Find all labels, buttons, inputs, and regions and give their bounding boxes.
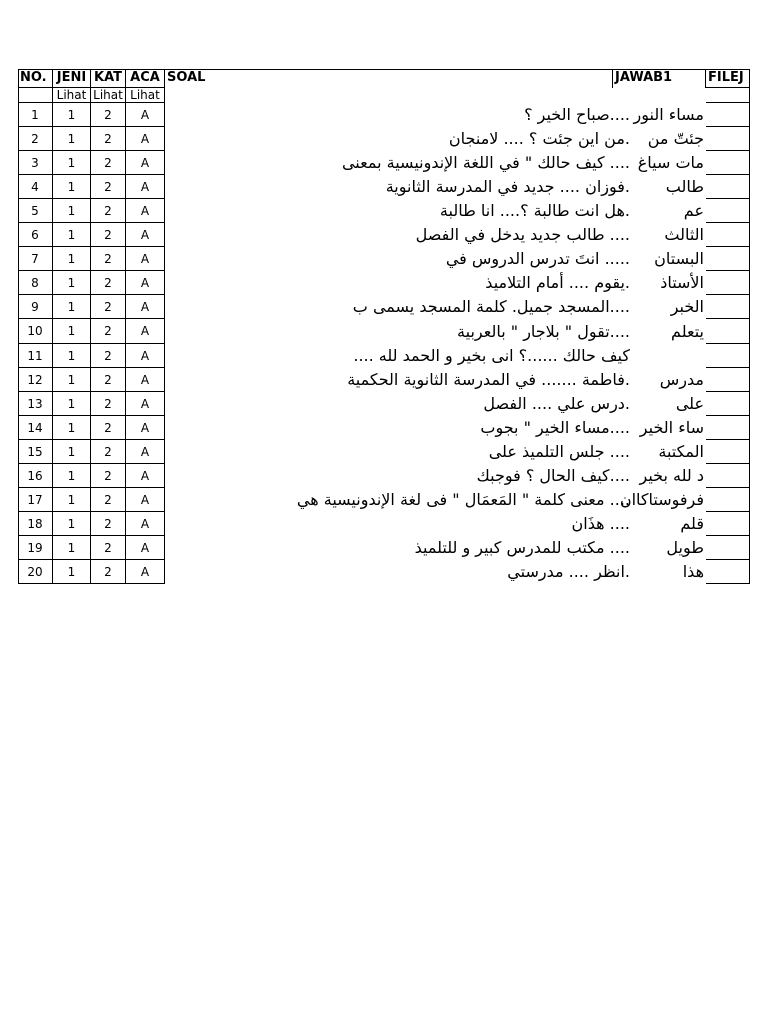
row-filej[interactable]: [706, 223, 750, 247]
answer-cell[interactable]: [613, 368, 706, 392]
answer-cell[interactable]: [613, 536, 706, 560]
row-aca[interactable]: A: [126, 488, 165, 512]
question-text[interactable]: .هل انت طالبة ؟.... انا طالبة: [439, 201, 630, 220]
row-no[interactable]: 5: [18, 199, 53, 223]
row-aca[interactable]: A: [126, 416, 165, 440]
row-kat[interactable]: 2: [91, 295, 126, 319]
row-filej[interactable]: [706, 175, 750, 199]
row-filej[interactable]: [706, 440, 750, 464]
row-filej[interactable]: [706, 488, 750, 512]
question-text[interactable]: .... كيف حالك " في اللغة الإندونيسية بمعنى: [341, 153, 630, 172]
row-filej[interactable]: [706, 127, 750, 151]
row-kat[interactable]: 2: [91, 103, 126, 127]
row-no[interactable]: 8: [18, 271, 53, 295]
answer-cell[interactable]: [613, 416, 706, 440]
row-jeni[interactable]: 1: [53, 416, 91, 440]
row-kat[interactable]: 2: [91, 416, 126, 440]
row-aca[interactable]: A: [126, 344, 165, 368]
question-text[interactable]: .... جلس التلميذ على: [488, 442, 630, 461]
row-jeni[interactable]: 1: [53, 319, 91, 344]
answer-cell[interactable]: [613, 488, 706, 512]
row-filej[interactable]: [706, 368, 750, 392]
row-no[interactable]: 12: [18, 368, 53, 392]
row-aca[interactable]: A: [126, 127, 165, 151]
subheader-jeni-lihat[interactable]: Lihat: [53, 88, 91, 103]
question-text[interactable]: ....كيف الحال ؟ فوجبك: [476, 466, 630, 485]
row-jeni[interactable]: 1: [53, 344, 91, 368]
header-jawab[interactable]: JAWAB1: [613, 69, 706, 88]
row-aca[interactable]: A: [126, 151, 165, 175]
row-kat[interactable]: 2: [91, 151, 126, 175]
question-text[interactable]: ....المسجد جميل. كلمة المسجد يسمى ب: [352, 297, 630, 316]
row-aca[interactable]: A: [126, 295, 165, 319]
row-no[interactable]: 14: [18, 416, 53, 440]
subheader-no: [18, 88, 53, 103]
answer-text[interactable]: الثالث: [664, 225, 704, 244]
answer-text[interactable]: عم: [683, 201, 704, 220]
row-aca[interactable]: A: [126, 247, 165, 271]
row-kat[interactable]: 2: [91, 247, 126, 271]
row-jeni[interactable]: 1: [53, 199, 91, 223]
answer-cell[interactable]: [613, 175, 706, 199]
answer-cell[interactable]: [613, 560, 706, 584]
row-jeni[interactable]: 1: [53, 127, 91, 151]
row-no[interactable]: 17: [18, 488, 53, 512]
row-kat[interactable]: 2: [91, 536, 126, 560]
row-kat[interactable]: 2: [91, 223, 126, 247]
row-no[interactable]: 6: [18, 223, 53, 247]
row-no[interactable]: 16: [18, 464, 53, 488]
row-aca[interactable]: A: [126, 368, 165, 392]
question-text[interactable]: .يقوم .... أمام التلاميذ: [485, 273, 630, 292]
header-kat[interactable]: KAT: [91, 69, 126, 88]
answer-text[interactable]: الخبر: [670, 297, 704, 316]
row-no[interactable]: 18: [18, 512, 53, 536]
row-no[interactable]: 10: [18, 319, 53, 344]
row-kat[interactable]: 2: [91, 319, 126, 344]
row-jeni[interactable]: 1: [53, 560, 91, 584]
row-kat[interactable]: 2: [91, 344, 126, 368]
row-jeni[interactable]: 1: [53, 295, 91, 319]
question-text[interactable]: .... معنى كلمة " المَعمَال " فى لغة الإندونيسية هي: [296, 490, 630, 509]
answer-text[interactable]: يتعلم: [671, 322, 704, 341]
answer-text[interactable]: جئتّ من: [647, 129, 704, 148]
row-aca[interactable]: A: [126, 464, 165, 488]
row-no[interactable]: 7: [18, 247, 53, 271]
row-jeni[interactable]: 1: [53, 151, 91, 175]
question-sheet: [18, 69, 750, 583]
answer-text[interactable]: ساء الخير: [639, 418, 704, 437]
row-filej[interactable]: [706, 392, 750, 416]
row-no[interactable]: 3: [18, 151, 53, 175]
row-jeni[interactable]: 1: [53, 392, 91, 416]
row-jeni[interactable]: 1: [53, 368, 91, 392]
answer-text[interactable]: المكتبة: [658, 442, 704, 461]
row-aca[interactable]: A: [126, 223, 165, 247]
answer-cell[interactable]: [613, 127, 706, 151]
header-aca[interactable]: ACA: [126, 69, 165, 88]
answer-text[interactable]: مات سياغ: [637, 153, 704, 172]
row-kat[interactable]: 2: [91, 392, 126, 416]
row-no[interactable]: 19: [18, 536, 53, 560]
question-text[interactable]: .... هذَان: [571, 514, 630, 533]
row-kat[interactable]: 2: [91, 464, 126, 488]
subheader-kat-lihat[interactable]: Lihat: [91, 88, 126, 103]
row-filej[interactable]: [706, 271, 750, 295]
question-text[interactable]: .فاطمة ....... في المدرسة الثانوية الحكمية: [347, 370, 630, 389]
row-filej[interactable]: [706, 464, 750, 488]
row-no[interactable]: 11: [18, 344, 53, 368]
question-text[interactable]: ....تقول " بلاجار " بالعربية: [457, 322, 630, 341]
row-jeni[interactable]: 1: [53, 536, 91, 560]
row-kat[interactable]: 2: [91, 488, 126, 512]
answer-cell[interactable]: [613, 319, 706, 344]
row-kat[interactable]: 2: [91, 560, 126, 584]
answer-text[interactable]: الأستاذ: [660, 273, 704, 292]
header-no[interactable]: NO.: [18, 69, 53, 88]
row-jeni[interactable]: 1: [53, 223, 91, 247]
row-jeni[interactable]: 1: [53, 247, 91, 271]
row-kat[interactable]: 2: [91, 199, 126, 223]
row-filej[interactable]: [706, 344, 750, 368]
answer-cell[interactable]: [613, 440, 706, 464]
question-text[interactable]: .... مكتب للمدرس كبير و للتلميذ: [414, 538, 630, 557]
answer-text[interactable]: البستان: [654, 249, 704, 268]
row-filej[interactable]: [706, 416, 750, 440]
row-jeni[interactable]: 1: [53, 271, 91, 295]
question-text[interactable]: .انظر .... مدرستي: [507, 562, 630, 581]
row-jeni[interactable]: 1: [53, 488, 91, 512]
row-no[interactable]: 20: [18, 560, 53, 584]
row-jeni[interactable]: 1: [53, 464, 91, 488]
answer-cell[interactable]: [613, 103, 706, 127]
answer-text[interactable]: طالب: [665, 177, 704, 196]
row-no[interactable]: 2: [18, 127, 53, 151]
row-filej[interactable]: [706, 319, 750, 344]
answer-cell[interactable]: [613, 223, 706, 247]
answer-cell[interactable]: [613, 392, 706, 416]
header-jeni[interactable]: JENI: [53, 69, 91, 88]
row-aca[interactable]: A: [126, 103, 165, 127]
row-filej[interactable]: [706, 512, 750, 536]
subheader-filej: [706, 88, 750, 103]
answer-text[interactable]: على: [675, 394, 704, 413]
answer-text[interactable]: مدرس: [659, 370, 704, 389]
row-kat[interactable]: 2: [91, 175, 126, 199]
row-filej[interactable]: [706, 151, 750, 175]
row-filej[interactable]: [706, 560, 750, 584]
answer-text[interactable]: قلم: [680, 514, 704, 533]
question-text[interactable]: ....مساء الخير " بجوب: [480, 418, 630, 437]
answer-cell[interactable]: [613, 247, 706, 271]
row-aca[interactable]: A: [126, 536, 165, 560]
row-jeni[interactable]: 1: [53, 103, 91, 127]
header-soal[interactable]: SOAL: [165, 69, 613, 88]
row-no[interactable]: 4: [18, 175, 53, 199]
row-no[interactable]: 13: [18, 392, 53, 416]
row-no[interactable]: 1: [18, 103, 53, 127]
row-jeni[interactable]: 1: [53, 512, 91, 536]
row-aca[interactable]: A: [126, 512, 165, 536]
row-kat[interactable]: 2: [91, 512, 126, 536]
row-aca[interactable]: A: [126, 175, 165, 199]
answer-cell[interactable]: [613, 464, 706, 488]
answer-cell[interactable]: [613, 512, 706, 536]
row-aca[interactable]: A: [126, 271, 165, 295]
row-kat[interactable]: 2: [91, 271, 126, 295]
answer-text[interactable]: مساء النور: [633, 105, 704, 124]
answer-text[interactable]: طويل: [666, 538, 704, 557]
row-filej[interactable]: [706, 103, 750, 127]
question-text[interactable]: .من اين جئت ؟ .... لامنجان: [448, 129, 630, 148]
row-aca[interactable]: A: [126, 319, 165, 344]
row-aca[interactable]: A: [126, 392, 165, 416]
subheader-aca-lihat[interactable]: Lihat: [126, 88, 165, 103]
question-text[interactable]: ....صباح الخير ؟: [524, 105, 630, 124]
row-aca[interactable]: A: [126, 560, 165, 584]
answer-text[interactable]: هذا: [682, 562, 704, 581]
answer-text[interactable]: د لله بخير: [639, 466, 704, 485]
question-text[interactable]: كيف حالك ......؟ انى بخير و الحمد لله ....: [353, 346, 630, 365]
row-no[interactable]: 15: [18, 440, 53, 464]
question-text[interactable]: ..... انتَ تدرس الدروس في: [445, 249, 630, 268]
row-aca[interactable]: A: [126, 199, 165, 223]
header-filej[interactable]: FILEJ: [706, 69, 750, 88]
question-text[interactable]: .... طالب جديد يدخل في الفصل: [415, 225, 630, 244]
answer-cell[interactable]: [613, 344, 706, 368]
row-kat[interactable]: 2: [91, 127, 126, 151]
row-filej[interactable]: [706, 247, 750, 271]
row-no[interactable]: 9: [18, 295, 53, 319]
question-text[interactable]: .فوزان .... جديد في المدرسة الثانوية: [385, 177, 630, 196]
row-filej[interactable]: [706, 295, 750, 319]
row-aca[interactable]: A: [126, 440, 165, 464]
answer-cell[interactable]: [613, 271, 706, 295]
answer-text[interactable]: فرفوستاكاان: [619, 490, 704, 509]
answer-cell[interactable]: [613, 151, 706, 175]
row-kat[interactable]: 2: [91, 440, 126, 464]
row-jeni[interactable]: 1: [53, 440, 91, 464]
row-filej[interactable]: [706, 536, 750, 560]
row-filej[interactable]: [706, 199, 750, 223]
answer-cell[interactable]: [613, 199, 706, 223]
question-text[interactable]: .درس علي .... الفصل: [483, 394, 630, 413]
answer-cell[interactable]: [613, 295, 706, 319]
row-kat[interactable]: 2: [91, 368, 126, 392]
row-jeni[interactable]: 1: [53, 175, 91, 199]
